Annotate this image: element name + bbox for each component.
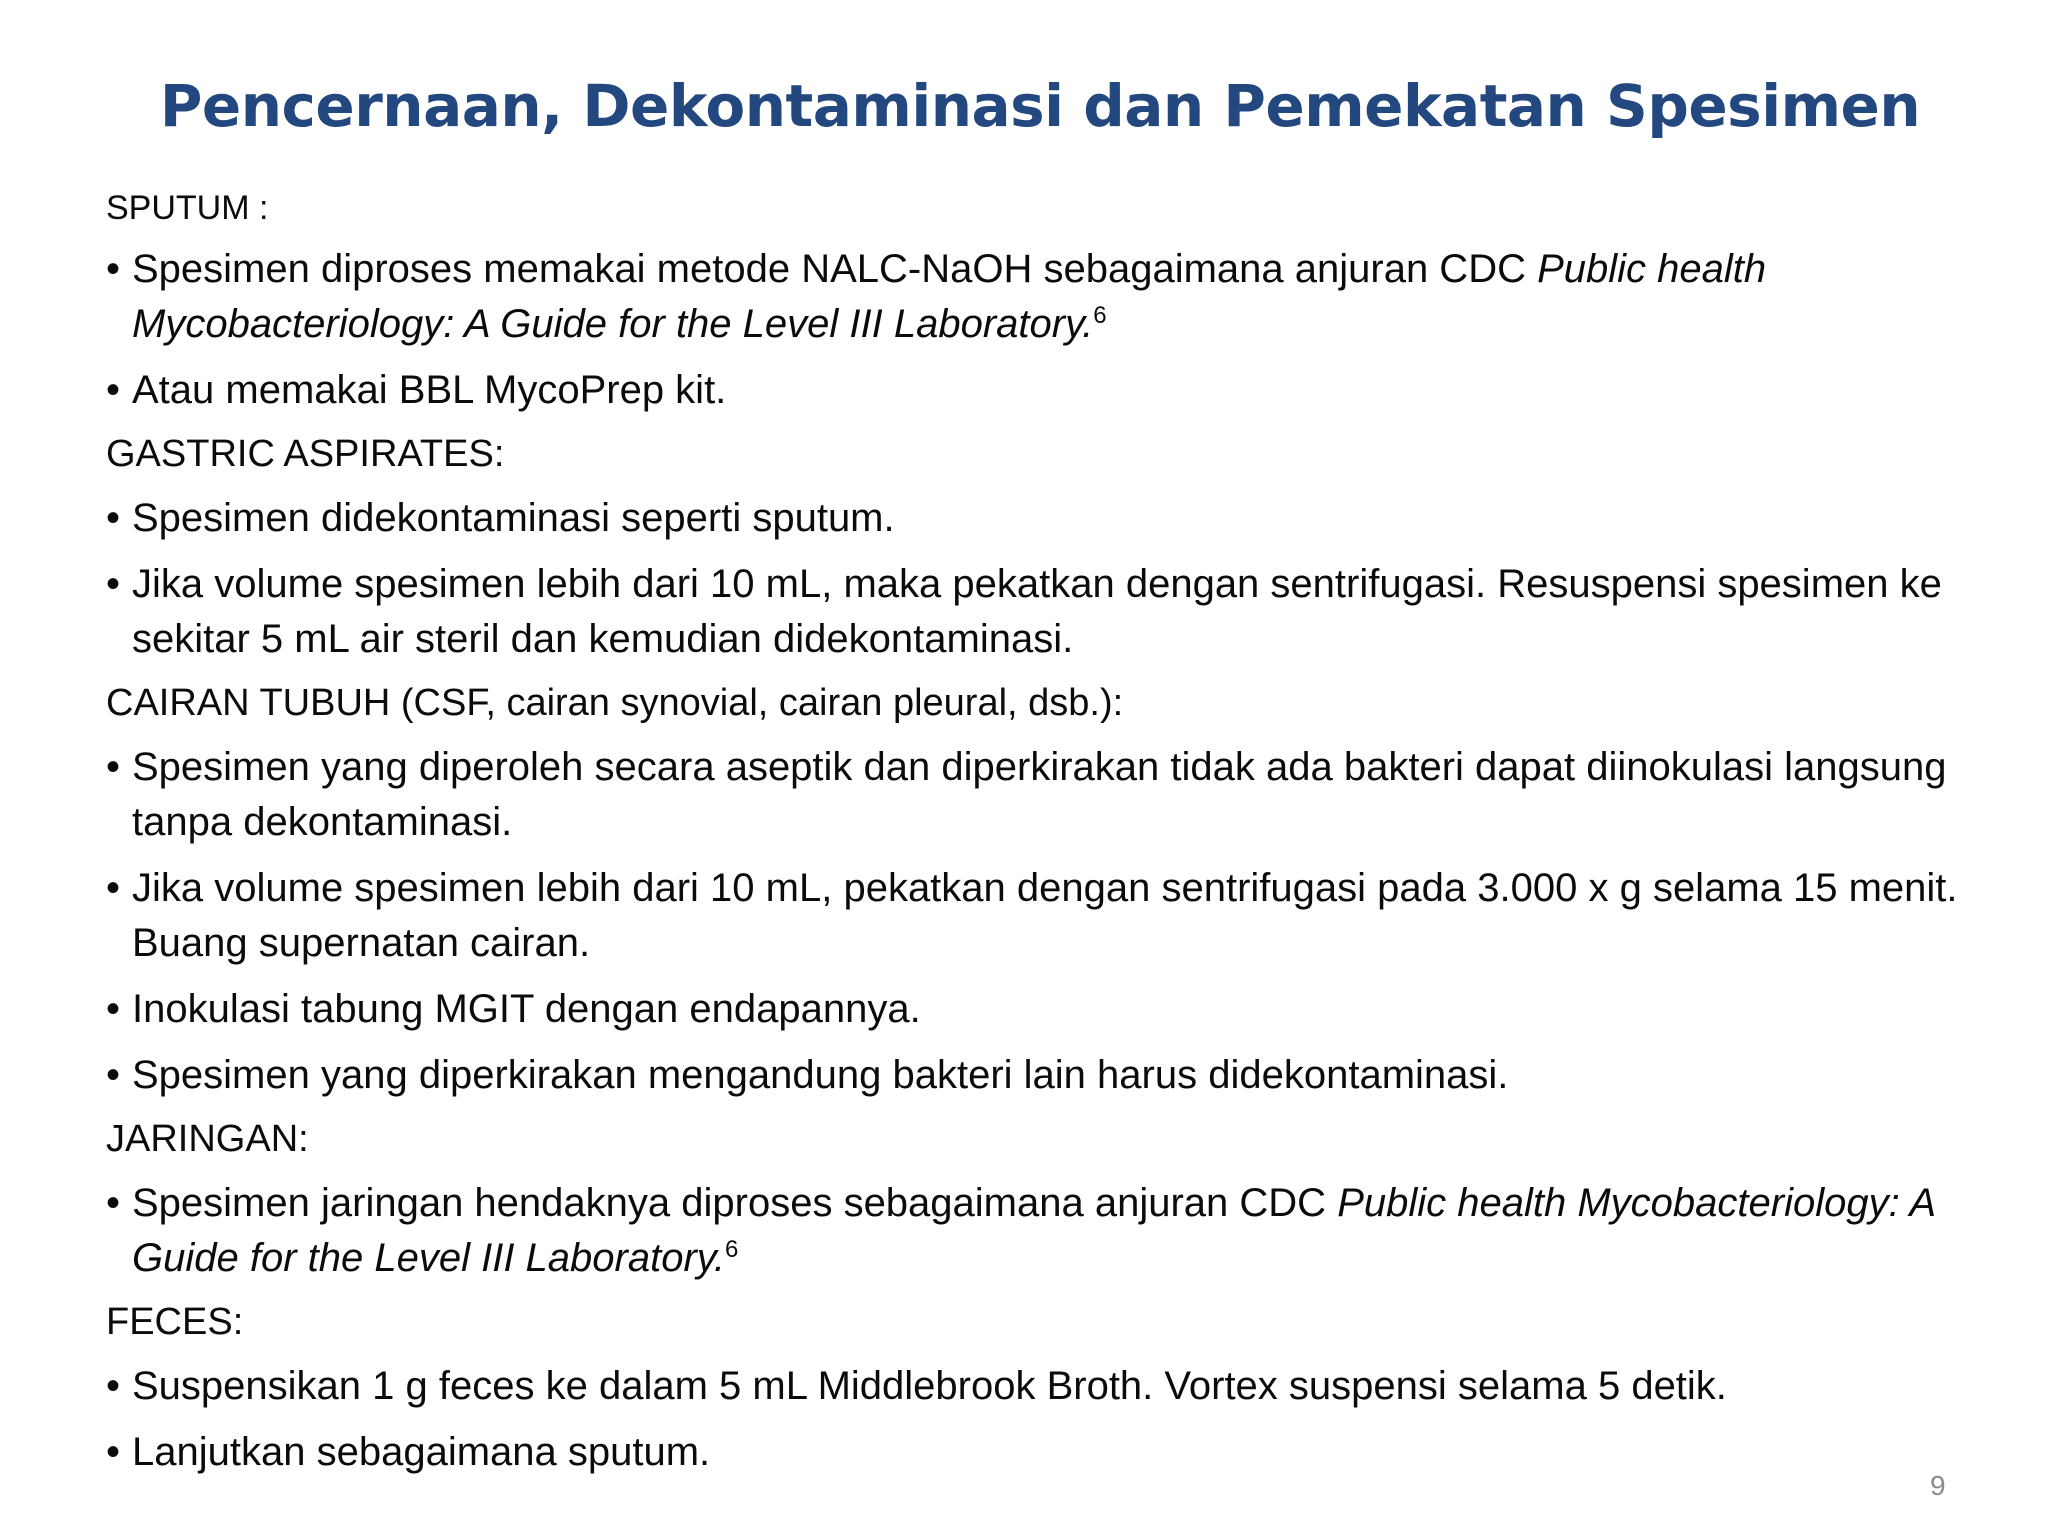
list-item bbox=[106, 557, 2006, 667]
list-item bbox=[106, 982, 2006, 1037]
citation-title: Public health Mycobacteriology: A Guide for the Level III Laboratory. bbox=[132, 1181, 1935, 1280]
section-heading-cairan: CAIRAN TUBUH (CSF, cairan synovial, cairan pleural, dsb.): bbox=[106, 682, 1124, 724]
bullet-icon: • bbox=[106, 1181, 121, 1225]
bullet-icon: • bbox=[106, 1430, 121, 1474]
list-item bbox=[106, 740, 2006, 850]
section-heading-gastric: GASTRIC ASPIRATES: bbox=[106, 433, 505, 475]
bullet-text: Lanjutkan sebagaimana sputum. bbox=[132, 1430, 711, 1474]
list-item bbox=[106, 491, 2006, 546]
bullet-icon: • bbox=[106, 745, 121, 789]
list-item bbox=[106, 363, 2006, 418]
section-heading-sputum: SPUTUM : bbox=[106, 189, 269, 227]
bullet-text: Spesimen didekontaminasi seperti sputum. bbox=[132, 496, 895, 540]
list-item bbox=[106, 1359, 2006, 1414]
citation-title: Public health Mycobacteriology: A Guide for the Level III Laboratory. bbox=[132, 247, 1767, 346]
section-heading-jaringan: JARINGAN: bbox=[106, 1118, 309, 1160]
citation-ref: 6 bbox=[1093, 302, 1107, 329]
bullet-icon: • bbox=[106, 368, 121, 412]
list-item bbox=[106, 1176, 2006, 1286]
bullet-text-plain: Spesimen jaringan hendaknya diproses sebagaimana anjuran CDC bbox=[132, 1181, 1338, 1225]
list-item bbox=[106, 242, 2006, 352]
bullet-text: Jika volume spesimen lebih dari 10 mL, maka pekatkan dengan sentrifugasi. Resuspensi spesimen ke sekitar 5 mL air steril dan kemudian didekontaminasi. bbox=[132, 562, 1942, 661]
page-number: 9 bbox=[1930, 1470, 1946, 1501]
citation-ref: 6 bbox=[724, 1236, 739, 1263]
bullet-text: Inokulasi tabung MGIT dengan endapannya. bbox=[132, 987, 921, 1031]
list-item bbox=[106, 861, 2006, 971]
bullet-text-plain: Spesimen diproses memakai metode NALC-NaOH sebagaimana anjuran CDC bbox=[132, 247, 1538, 291]
list-item bbox=[106, 1048, 2006, 1103]
bullet-text bbox=[132, 1176, 2006, 1286]
section-heading-feces: FECES: bbox=[106, 1301, 244, 1343]
bullet-icon: • bbox=[106, 1053, 121, 1097]
bullet-text: Spesimen yang diperoleh secara aseptik dan diperkirakan tidak ada bakteri dapat diinokulasi langsung tanpa dekontaminasi. bbox=[132, 745, 1947, 844]
bullet-text: Suspensikan 1 g feces ke dalam 5 mL Middlebrook Broth. Vortex suspensi selama 5 detik. bbox=[132, 1364, 1727, 1408]
bullet-icon: • bbox=[106, 247, 121, 291]
bullet-icon: • bbox=[106, 866, 121, 910]
bullet-icon: • bbox=[106, 496, 121, 540]
bullet-text: Jika volume spesimen lebih dari 10 mL, pekatkan dengan sentrifugasi pada 3.000 x g selama 15 menit. Buang supernatan cairan. bbox=[132, 866, 1958, 965]
bullet-icon: • bbox=[106, 987, 121, 1031]
slide-content bbox=[106, 186, 2006, 1491]
bullet-icon: • bbox=[106, 1364, 121, 1408]
bullet-text: Spesimen yang diperkirakan mengandung bakteri lain harus didekontaminasi. bbox=[132, 1053, 1509, 1097]
slide-title: Pencernaan, Dekontaminasi dan Pemekatan Spesimen bbox=[159, 72, 1921, 140]
bullet-icon: • bbox=[106, 562, 121, 606]
bullet-text: Atau memakai BBL MycoPrep kit. bbox=[132, 368, 727, 412]
list-item bbox=[106, 1425, 2006, 1480]
bullet-text bbox=[132, 242, 2006, 352]
